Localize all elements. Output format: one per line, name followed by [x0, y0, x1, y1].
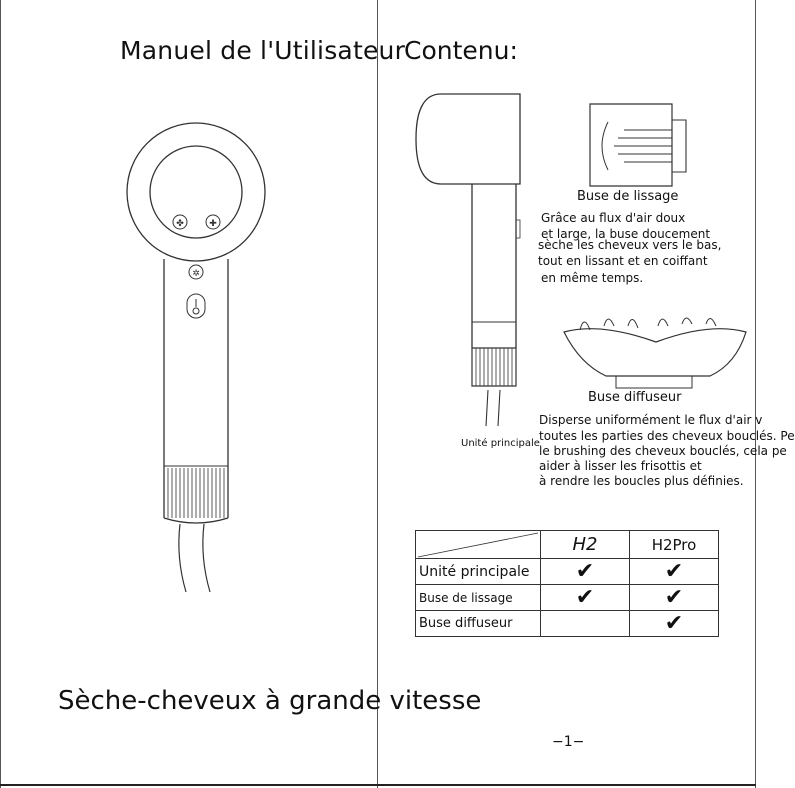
page-number: −1−: [552, 734, 585, 750]
table-row: [416, 611, 719, 637]
smoothing-nozzle-illustration: [588, 102, 698, 192]
svg-text:✲: ✲: [192, 269, 200, 279]
empty-cell: [541, 611, 630, 637]
check-mark-icon: ✔: [630, 559, 719, 585]
page-divider: [377, 0, 378, 788]
smoothing-nozzle-line-3: sèche les cheveux vers le bas,: [538, 238, 722, 252]
table-row: [416, 585, 719, 611]
row-label: Buse de lissage: [416, 585, 541, 611]
table-corner-cell: [416, 531, 541, 559]
smoothing-nozzle-line-2: et large, la buse doucement: [541, 227, 711, 241]
hair-dryer-side-illustration: [416, 90, 526, 450]
manual-title: Manuel de l'Utilisateur: [120, 36, 406, 65]
smoothing-nozzle-line-4: tout en lissant et en coiffant: [538, 254, 708, 268]
diffuser-line-3: le brushing des cheveux bouclés, cela pe: [539, 444, 787, 458]
column-header-h2: H2: [541, 531, 630, 559]
check-mark-icon: ✔: [541, 559, 630, 585]
svg-text:✤: ✤: [176, 219, 184, 229]
check-mark-icon: ✔: [630, 611, 719, 637]
page-right-border: [755, 0, 756, 788]
contents-comparison-table: [415, 530, 719, 637]
product-name: Sèche-cheveux à grande vitesse: [58, 686, 482, 716]
smoothing-nozzle-title: Buse de lissage: [577, 189, 679, 204]
check-mark-icon: ✔: [630, 585, 719, 611]
row-label: Unité principale: [416, 559, 541, 585]
smoothing-nozzle-line-5: en même temps.: [541, 271, 644, 285]
check-mark-icon: ✔: [541, 585, 630, 611]
contents-title: Contenu:: [404, 36, 518, 65]
diffuser-line-1: Disperse uniformément le flux d'air v: [539, 413, 763, 427]
hair-dryer-front-illustration: [120, 118, 280, 598]
smoothing-nozzle-line-1: Grâce au flux d'air doux: [541, 211, 686, 225]
page-left-border: [0, 0, 1, 788]
diffuser-line-5: à rendre les boucles plus définies.: [539, 474, 744, 488]
svg-text:✚: ✚: [209, 219, 217, 229]
main-unit-caption: Unité principale: [461, 438, 540, 449]
diffuser-title: Buse diffuseur: [588, 390, 682, 405]
diffuser-nozzle-illustration: [560, 312, 750, 392]
table-row: [416, 559, 719, 585]
page-bottom-border: [0, 784, 756, 786]
table-header-row: [416, 531, 719, 559]
diffuser-line-2: toutes les parties des cheveux bouclés. Pe: [539, 429, 795, 443]
row-label: Buse diffuseur: [416, 611, 541, 637]
diffuser-line-4: aider à lisser les frisottis et: [539, 459, 702, 473]
column-header-h2pro: H2Pro: [630, 531, 719, 559]
